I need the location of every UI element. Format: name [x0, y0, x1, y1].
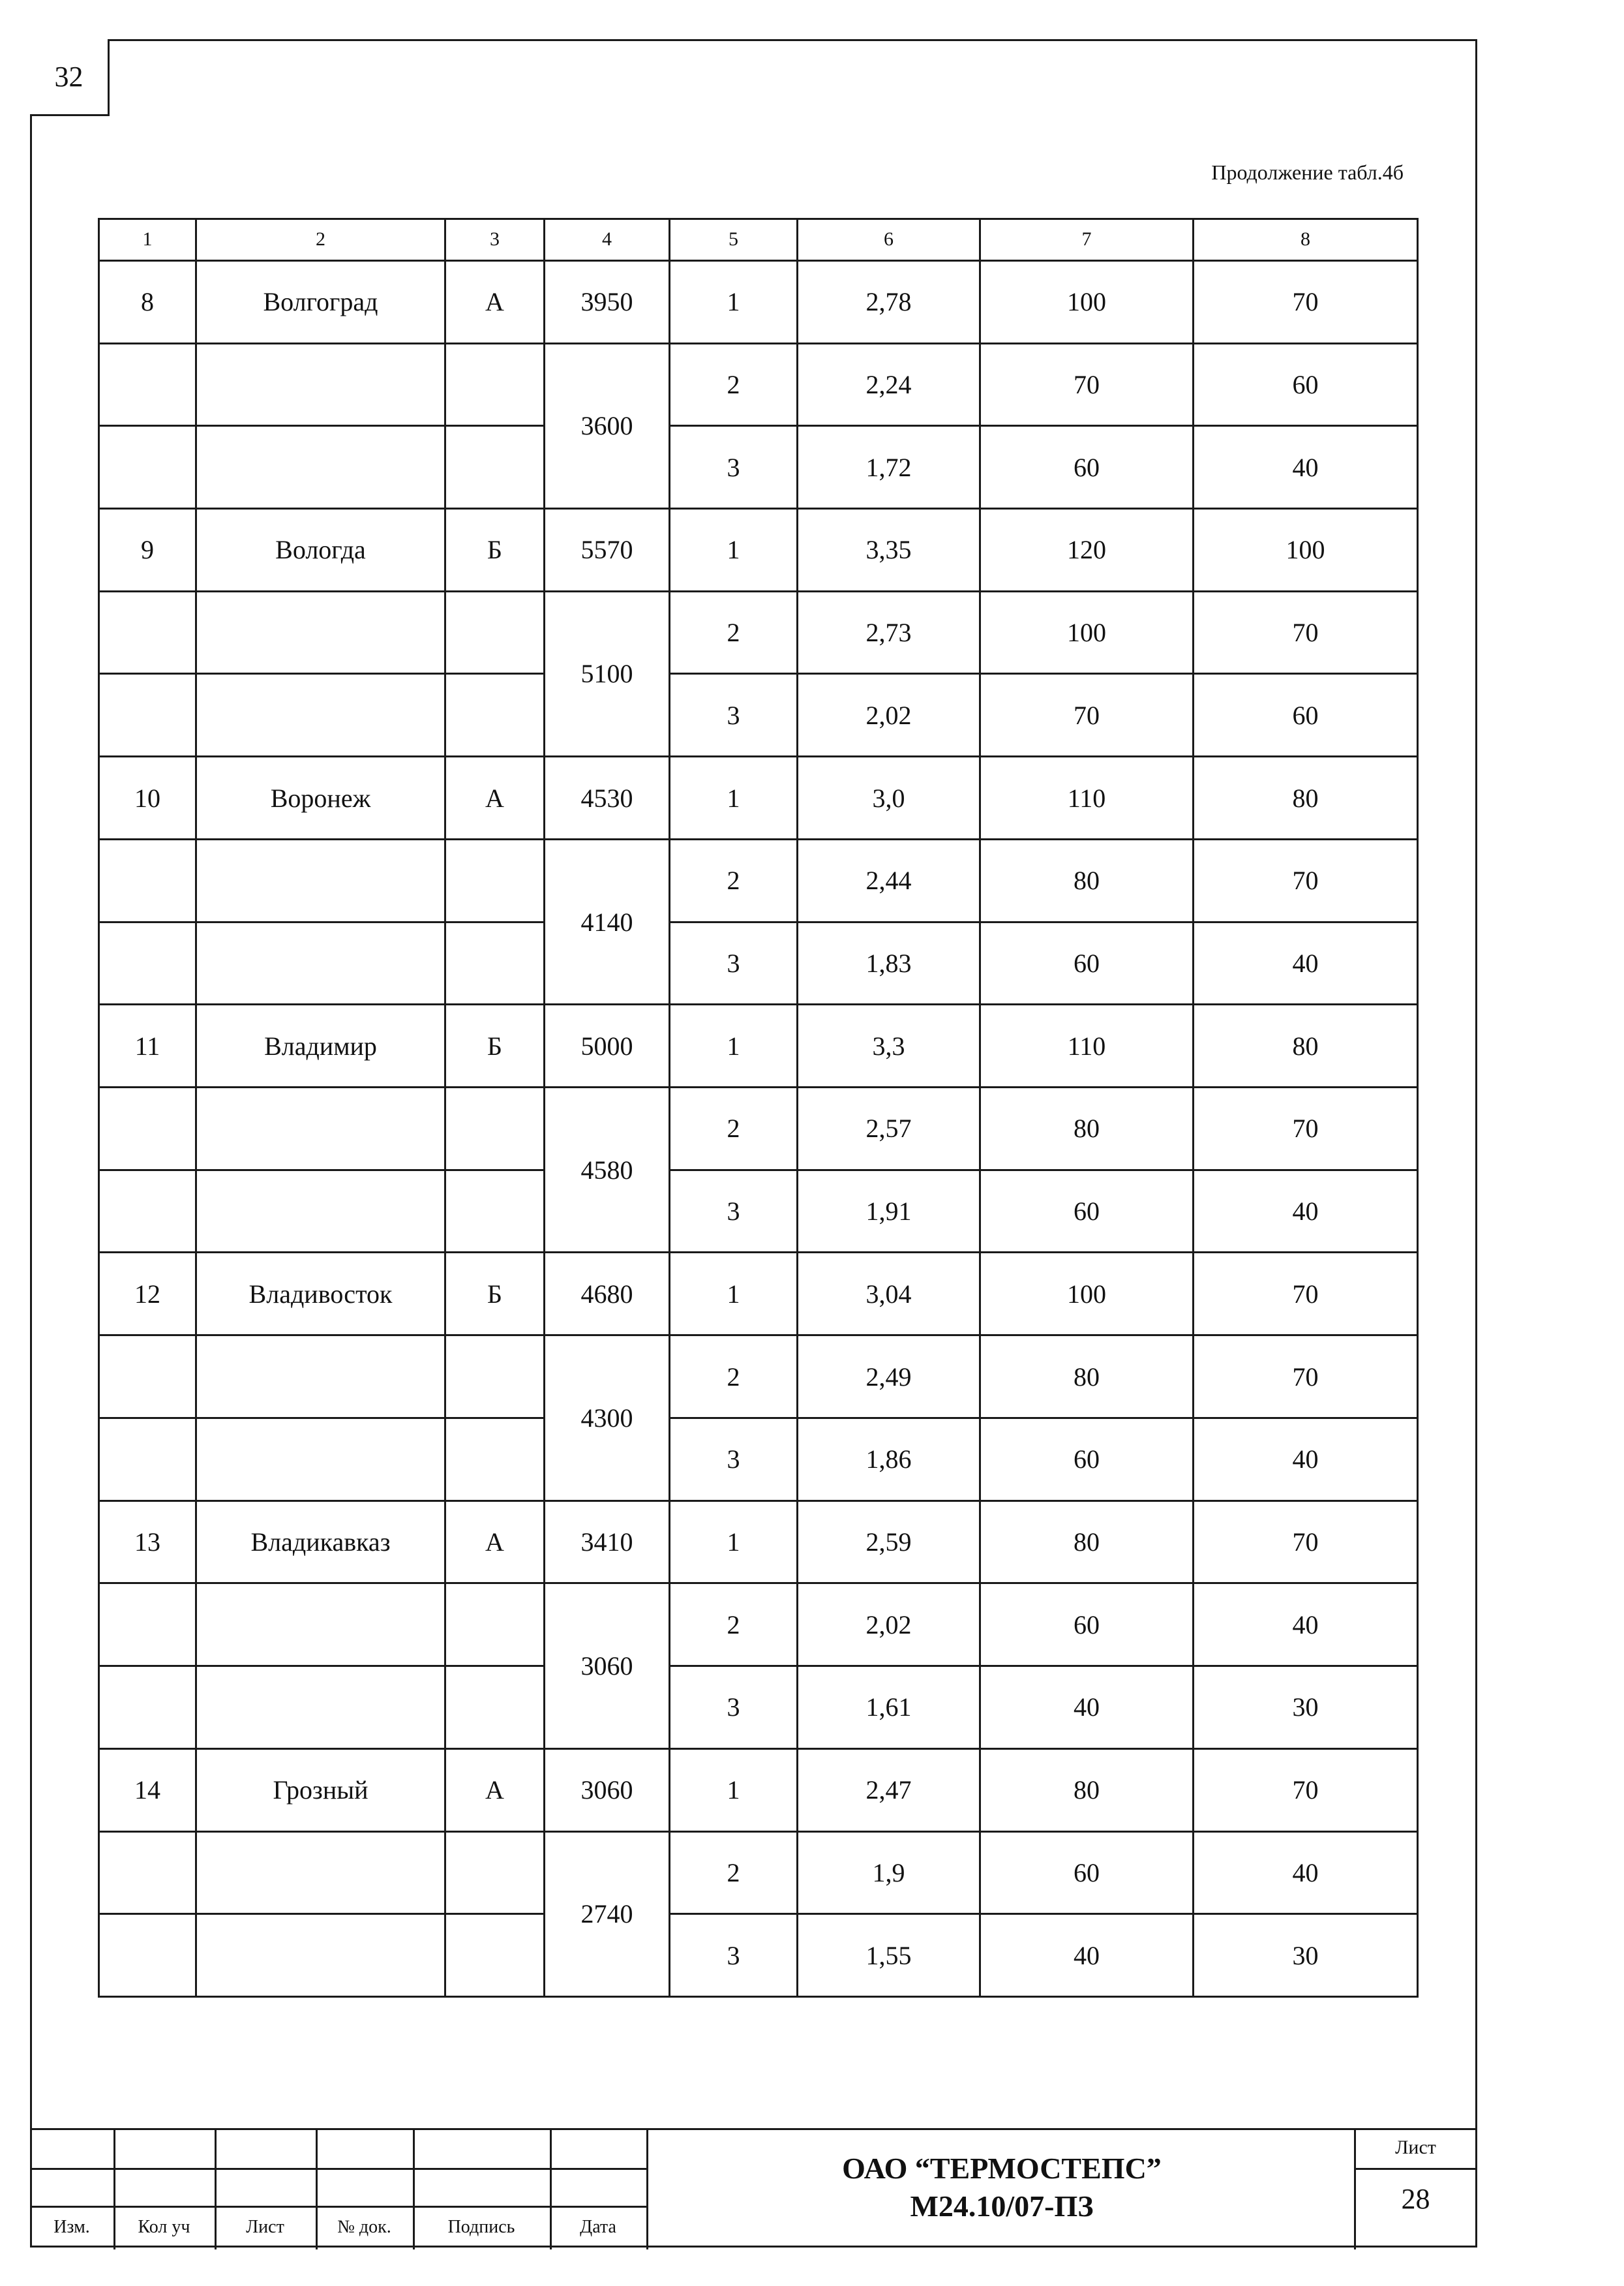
zone-letter: А	[445, 1748, 545, 1831]
empty-cell	[99, 1170, 196, 1253]
value-col8: 40	[1194, 1831, 1418, 1914]
table-row	[99, 1088, 1418, 1170]
column-number: 4	[545, 219, 670, 261]
value-col6: 2,02	[798, 1583, 980, 1666]
value-col6: 2,02	[798, 674, 980, 757]
value-col8: 70	[1194, 591, 1418, 674]
value-col6: 1,72	[798, 426, 980, 509]
table-row	[99, 1666, 1418, 1749]
value-col7: 80	[980, 1335, 1194, 1418]
empty-cell	[196, 839, 445, 922]
value-col7: 100	[980, 591, 1194, 674]
empty-cell	[445, 1335, 545, 1418]
value-col7: 70	[980, 674, 1194, 757]
value-col6: 3,35	[798, 509, 980, 592]
empty-cell	[196, 1666, 445, 1749]
value-col6: 3,3	[798, 1005, 980, 1088]
empty-cell	[196, 674, 445, 757]
data-table	[98, 218, 1419, 1998]
empty-cell	[99, 674, 196, 757]
value-col5: 3	[670, 1418, 798, 1501]
value-col8: 80	[1194, 757, 1418, 840]
empty-cell	[99, 1666, 196, 1749]
column-number: 5	[670, 219, 798, 261]
empty-cell	[196, 1583, 445, 1666]
label-sheet: Лист	[246, 2217, 284, 2237]
empty-cell	[445, 591, 545, 674]
value-col5: 2	[670, 839, 798, 922]
table-row	[99, 839, 1418, 922]
value-col8: 100	[1194, 509, 1418, 592]
empty-cell	[445, 1418, 545, 1501]
value-col4: 4680	[545, 1253, 670, 1335]
table-row	[99, 426, 1418, 509]
label-doc-number: № док.	[337, 2217, 391, 2237]
value-col7: 70	[980, 343, 1194, 426]
column-number: 2	[196, 219, 445, 261]
organization-name: ОАО “ТЕРМОСТЕПС”	[842, 2152, 1162, 2185]
column-number: 1	[99, 219, 196, 261]
value-col7: 80	[980, 839, 1194, 922]
value-col5: 2	[670, 1831, 798, 1914]
empty-cell	[445, 1914, 545, 1997]
empty-cell	[445, 674, 545, 757]
title-block-line	[30, 2168, 646, 2170]
value-col7: 100	[980, 1253, 1194, 1335]
column-number: 6	[798, 219, 980, 261]
empty-cell	[445, 1583, 545, 1666]
value-col7: 110	[980, 757, 1194, 840]
value-col5: 2	[670, 1088, 798, 1170]
empty-cell	[196, 343, 445, 426]
zone-letter: Б	[445, 1005, 545, 1088]
value-col7: 60	[980, 1583, 1194, 1666]
empty-cell	[196, 1170, 445, 1253]
city-name: Волгоград	[196, 260, 445, 343]
value-col4: 5000	[545, 1005, 670, 1088]
value-col8: 80	[1194, 1005, 1418, 1088]
label-qty: Кол уч	[138, 2217, 190, 2237]
label-signature: Подпись	[447, 2217, 515, 2237]
value-col6: 2,59	[798, 1501, 980, 1583]
empty-cell	[99, 1335, 196, 1418]
empty-cell	[99, 1914, 196, 1997]
value-col7: 60	[980, 922, 1194, 1005]
sheet-number: 28	[1401, 2183, 1430, 2215]
data-table-body	[99, 219, 1418, 1997]
table-row	[99, 1748, 1418, 1831]
value-col6: 1,86	[798, 1418, 980, 1501]
row-number: 13	[99, 1501, 196, 1583]
value-col5: 1	[670, 1253, 798, 1335]
empty-cell	[99, 591, 196, 674]
empty-cell	[196, 426, 445, 509]
value-col5: 3	[670, 426, 798, 509]
value-col6: 2,49	[798, 1335, 980, 1418]
value-col6: 3,0	[798, 757, 980, 840]
value-col8: 40	[1194, 1418, 1418, 1501]
value-col8: 60	[1194, 674, 1418, 757]
row-number: 14	[99, 1748, 196, 1831]
value-col8: 60	[1194, 343, 1418, 426]
empty-cell	[445, 1831, 545, 1914]
table-row	[99, 1005, 1418, 1088]
empty-cell	[196, 591, 445, 674]
zone-letter: А	[445, 1501, 545, 1583]
value-col6: 2,57	[798, 1088, 980, 1170]
value-col7: 40	[980, 1666, 1194, 1749]
value-col8: 70	[1194, 839, 1418, 922]
city-name: Владикавказ	[196, 1501, 445, 1583]
empty-cell	[196, 1831, 445, 1914]
value-col8: 70	[1194, 1335, 1418, 1418]
value-col5: 1	[670, 509, 798, 592]
empty-cell	[445, 839, 545, 922]
zone-letter: А	[445, 757, 545, 840]
value-col4: 5570	[545, 509, 670, 592]
value-col7: 40	[980, 1914, 1194, 1997]
value-col6: 1,61	[798, 1666, 980, 1749]
city-name: Вологда	[196, 509, 445, 592]
empty-cell	[445, 426, 545, 509]
value-col4: 4140	[545, 839, 670, 1004]
value-col5: 3	[670, 922, 798, 1005]
table-row	[99, 1418, 1418, 1501]
empty-cell	[99, 1583, 196, 1666]
table-row	[99, 1914, 1418, 1997]
table-row	[99, 591, 1418, 674]
table-row	[99, 1335, 1418, 1418]
title-block-line	[1354, 2168, 1477, 2170]
label-date: Дата	[580, 2217, 616, 2237]
table-row	[99, 260, 1418, 343]
empty-cell	[99, 426, 196, 509]
table-row	[99, 922, 1418, 1005]
value-col5: 2	[670, 591, 798, 674]
table-row	[99, 1583, 1418, 1666]
value-col5: 3	[670, 1914, 798, 1997]
page-number: 32	[30, 39, 110, 116]
empty-cell	[445, 922, 545, 1005]
empty-cell	[445, 1666, 545, 1749]
table-row	[99, 509, 1418, 592]
value-col6: 2,47	[798, 1748, 980, 1831]
row-number: 8	[99, 260, 196, 343]
value-col5: 3	[670, 674, 798, 757]
value-col5: 2	[670, 343, 798, 426]
value-col6: 2,78	[798, 260, 980, 343]
value-col7: 110	[980, 1005, 1194, 1088]
value-col8: 70	[1194, 1088, 1418, 1170]
empty-cell	[196, 1088, 445, 1170]
value-col8: 40	[1194, 1583, 1418, 1666]
table-row	[99, 674, 1418, 757]
value-col4: 4530	[545, 757, 670, 840]
empty-cell	[99, 343, 196, 426]
value-col4: 3950	[545, 260, 670, 343]
table-row	[99, 1501, 1418, 1583]
row-number: 10	[99, 757, 196, 840]
empty-cell	[445, 1170, 545, 1253]
value-col6: 3,04	[798, 1253, 980, 1335]
value-col5: 3	[670, 1666, 798, 1749]
value-col4: 3600	[545, 343, 670, 508]
table-row	[99, 1253, 1418, 1335]
value-col8: 40	[1194, 426, 1418, 509]
value-col8: 30	[1194, 1666, 1418, 1749]
table-continuation-caption: Продолжение табл.4б	[1211, 160, 1404, 184]
empty-cell	[99, 1831, 196, 1914]
value-col5: 1	[670, 1501, 798, 1583]
value-col5: 1	[670, 757, 798, 840]
table-row	[99, 1170, 1418, 1253]
value-col5: 1	[670, 1005, 798, 1088]
value-col8: 70	[1194, 260, 1418, 343]
title-block	[30, 2128, 1477, 2248]
empty-cell	[196, 1335, 445, 1418]
empty-cell	[99, 1088, 196, 1170]
value-col7: 80	[980, 1748, 1194, 1831]
value-col5: 3	[670, 1170, 798, 1253]
empty-cell	[99, 1418, 196, 1501]
city-name: Владивосток	[196, 1253, 445, 1335]
value-col7: 80	[980, 1501, 1194, 1583]
row-number: 9	[99, 509, 196, 592]
zone-letter: Б	[445, 1253, 545, 1335]
column-number: 7	[980, 219, 1194, 261]
city-name: Воронеж	[196, 757, 445, 840]
empty-cell	[196, 1914, 445, 1997]
empty-cell	[196, 922, 445, 1005]
city-name: Грозный	[196, 1748, 445, 1831]
value-col4: 4300	[545, 1335, 670, 1501]
column-number: 8	[1194, 219, 1418, 261]
organization-block	[650, 2150, 1354, 2225]
value-col7: 60	[980, 1418, 1194, 1501]
value-col8: 70	[1194, 1253, 1418, 1335]
table-row	[99, 757, 1418, 840]
city-name: Владимир	[196, 1005, 445, 1088]
value-col8: 70	[1194, 1501, 1418, 1583]
value-col4: 3060	[545, 1583, 670, 1748]
sheet-label: Лист	[1395, 2137, 1436, 2158]
empty-cell	[196, 1418, 445, 1501]
zone-letter: А	[445, 260, 545, 343]
label-change: Изм.	[53, 2217, 90, 2237]
value-col7: 100	[980, 260, 1194, 343]
value-col5: 2	[670, 1335, 798, 1418]
value-col6: 2,24	[798, 343, 980, 426]
title-block-divider	[646, 2130, 648, 2249]
value-col5: 2	[670, 1583, 798, 1666]
empty-cell	[99, 922, 196, 1005]
value-col6: 1,55	[798, 1914, 980, 1997]
value-col6: 2,73	[798, 591, 980, 674]
value-col5: 1	[670, 260, 798, 343]
value-col7: 80	[980, 1088, 1194, 1170]
value-col4: 3410	[545, 1501, 670, 1583]
value-col6: 1,83	[798, 922, 980, 1005]
value-col6: 1,91	[798, 1170, 980, 1253]
value-col8: 30	[1194, 1914, 1418, 1997]
value-col6: 1,9	[798, 1831, 980, 1914]
value-col7: 60	[980, 1170, 1194, 1253]
value-col7: 60	[980, 426, 1194, 509]
value-col8: 70	[1194, 1748, 1418, 1831]
value-col8: 40	[1194, 1170, 1418, 1253]
value-col7: 120	[980, 509, 1194, 592]
row-number: 12	[99, 1253, 196, 1335]
table-row	[99, 1831, 1418, 1914]
value-col4: 2740	[545, 1831, 670, 1996]
document-code: М24.10/07-ПЗ	[910, 2189, 1094, 2223]
table-row	[99, 343, 1418, 426]
column-number-row	[99, 219, 1418, 261]
value-col4: 4580	[545, 1088, 670, 1253]
value-col4: 5100	[545, 591, 670, 756]
value-col7: 60	[980, 1831, 1194, 1914]
empty-cell	[445, 1088, 545, 1170]
column-number: 3	[445, 219, 545, 261]
empty-cell	[445, 343, 545, 426]
row-number: 11	[99, 1005, 196, 1088]
value-col4: 3060	[545, 1748, 670, 1831]
empty-cell	[99, 839, 196, 922]
value-col6: 2,44	[798, 839, 980, 922]
value-col8: 40	[1194, 922, 1418, 1005]
value-col5: 1	[670, 1748, 798, 1831]
zone-letter: Б	[445, 509, 545, 592]
